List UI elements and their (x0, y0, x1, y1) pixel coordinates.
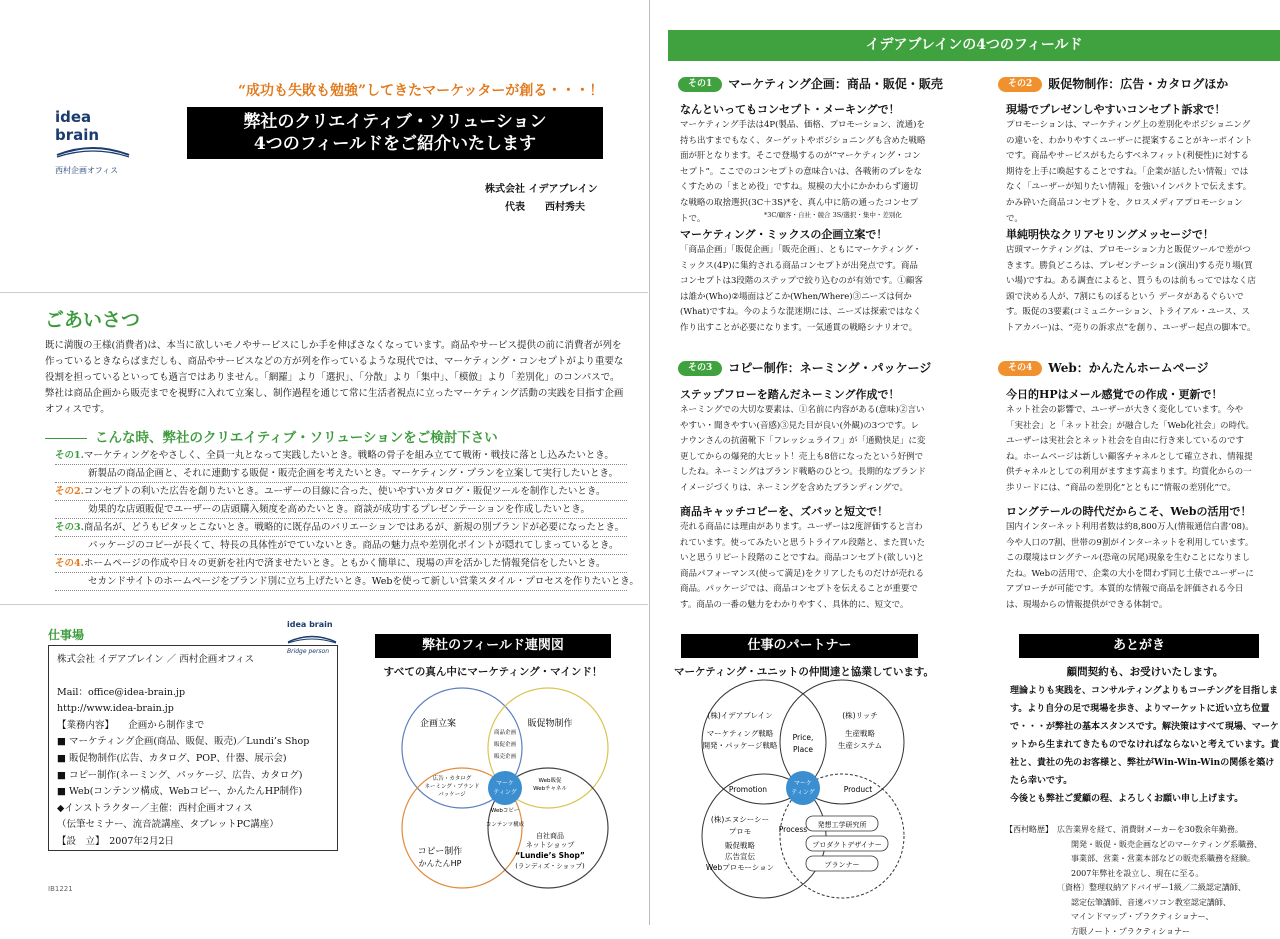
label-price: Price, (793, 733, 814, 742)
partner-ncc-role3: Webプロモーション (706, 863, 774, 872)
label-web-promo: Web販促 (539, 776, 562, 784)
partner-rich: (株)リッチ (842, 710, 878, 720)
representative: 代表 西村秀夫 (485, 199, 598, 217)
profile-line: 開発・販促・販売企画などのマーケティング系職務、 (1005, 838, 1280, 853)
field2-title: 販促物制作：広告・カタログほか (1048, 77, 1228, 91)
logo-text: idea brain (55, 108, 135, 144)
partner-subtitle: マーケティング・ユニットの仲間達と協業しています。 (674, 664, 926, 679)
case-row: 新製品の商品企画と、それに連動する販促・販売企画を考えたいとき。マーケティング・プランを立案して実行したいとき。 (55, 465, 627, 483)
center-label-1: マーケ (794, 780, 812, 787)
afterword-lead: 顧問契約も、お受けいたします。 (1010, 663, 1280, 682)
divider (0, 604, 648, 605)
case-number: その3. (55, 522, 84, 533)
partner-ncc-sub: プロモ (729, 827, 752, 836)
field3-badge: その3 (678, 361, 722, 376)
label-content: コンテンツ構成 (486, 820, 525, 828)
profile-line: 2007年弊社を設立し、現在に至る。 (1005, 867, 1280, 882)
right-page (652, 0, 1280, 925)
small-logo-bridge-icon (287, 634, 337, 644)
profile-line: マインドマップ・プラクティショナー、 (1005, 910, 1280, 925)
office-info-line (57, 669, 329, 685)
cases-list (55, 447, 627, 591)
partner-title: 仕事のパートナー (681, 634, 918, 658)
field1-note: *3C/顧客・自社・競合 3S/選択・集中・差別化 (764, 210, 902, 219)
document-code: IB1221 (48, 885, 73, 893)
field1-sub1: なんといってもコンセプト・メーキングで！ (680, 101, 900, 117)
afterword-text: 理論よりも実践を、コンサルティングよりもコーチングを目指します。より自分の足で現場を歩き、よりマーケットに近い立ち位置で・・・が弊社の基本スタンスです。解決策はすべて現場、マーケットから生まれてきたものでなければならないと考えています。貴社と、貴社の先のお客様と、弊社がWin-Win-Winの関係を築けたら幸いです。 (1010, 682, 1280, 790)
case-number: その2. (55, 486, 84, 497)
main-title-line1: 弊社のクリエイティブ・ソリューション (187, 111, 603, 133)
case-row: セカンドサイトのホームページをブランド別に立ち上げたいとき。Webを使って新しい営業スタイル・プロセスを作りたいとき。 (55, 573, 627, 591)
field1-title: マーケティング企画：商品・販促・販売 (728, 77, 943, 91)
field3-text1: ネーミングでの大切な要素は、①名前に内容がある(意味)②言いやすい・聞きやすい(音感)③見た目が良い(外観)の3つです。レナウンさんの抗菌靴下「フレッシュライフ」が「通勤快足」に変更してからの爆発的大ヒット！売上も8倍になったという好例でしたね。ネーミングはブランド戦略のひとつ。長期的なブランドイメージづくりは、ネーミングを含めたブランディングで。 (680, 403, 926, 497)
office-info-line: Mail：office@idea-brain.jp (57, 685, 329, 702)
field3-sub1: ステップフローを踏んだネーミング作成で！ (680, 386, 900, 402)
afterword-closing: 今後とも弊社ご愛顧の程、よろしくお願い申し上げます。 (1010, 790, 1280, 808)
field4-sub1: 今日的HPはメール感覚での作成・更新で！ (1006, 386, 1222, 402)
partner-ideabrain-role1: マーケティング戦略 (707, 728, 774, 738)
cases-heading (45, 426, 498, 446)
case-row (55, 555, 627, 573)
label-lundies-shop: “Lundie’s Shop” (515, 851, 585, 860)
field4-text2: 国内インターネット利用者数は約8,800万人(情報通信白書‘08)。今や人口の7割、世帯の9割がインターネットを利用しています。この環境はロングテール(恐竜の尻尾)現象を生むことになりましたね。Webの活用で、企業の大小を問わず同じ土俵でユーザーにアプローチが可能です。本質的な情報で商品を評価される今日は、現場からの情報提供ができる体制で。 (1006, 520, 1258, 614)
company-name: 株式会社 イデアブレイン (485, 181, 598, 199)
label-naming-brand: ネーミング・ブランド (425, 782, 480, 790)
label-process: Process (779, 825, 808, 834)
field4-title: Web：かんたんホームページ (1048, 361, 1208, 375)
office-info-line: ■ コピー制作(ネーミング、パッケージ、広告、カタログ) (57, 768, 329, 785)
field4-heading (998, 359, 1209, 376)
field3-title: コピー制作：ネーミング・パッケージ (728, 361, 931, 375)
tagline: “成功も失敗も勉強”してきたマーケッターが創る・・・！ (238, 80, 603, 100)
partner-ideabrain-role2: 開発・パッケージ戦略 (703, 740, 778, 750)
afterword-body (1010, 663, 1280, 808)
label-sales-plan: 販売企画 (494, 752, 517, 760)
diagram-subtitle: すべての真ん中にマーケティング・マインド！ (375, 664, 611, 679)
profile-line: 広告業界を経て、消費財メーカーを30数余年勤務。 (1005, 823, 1280, 838)
field1-heading (678, 75, 943, 92)
case-row (55, 519, 627, 537)
cases-heading-text: こんな時、弊社のクリエイティブ・ソリューションをご検討下さい (95, 430, 498, 446)
field3-text2: 売れる商品には理由があります。ユーザーは2度評価すると言われています。使ってみたいと思うトライアル段階と、また買いたいと思うリピート段階のことですね。商品コンセプト(欲しい)と商品パフォーマンス(使って満足)をクリアしたものだけが売れる商品。パッケージでは、商品コンセプトを伝えることが重要です。商品の一番の魅力をわかりやすく、具体的に、短文で。 (680, 520, 926, 614)
logo-bridge-icon (55, 145, 131, 159)
field3-heading (678, 359, 931, 376)
field2-heading (998, 75, 1228, 92)
diagram-title: 弊社のフィールド連関図 (375, 634, 611, 658)
label-product: Product (844, 785, 873, 794)
left-page (0, 0, 648, 925)
case-row: 効果的な店頭販促でユーザーの店頭購入頻度を高めたいとき。商談が成功するプレゼンテーションを作成したいとき。 (55, 501, 627, 519)
main-title-line2: 4つのフィールドをご紹介いたします (187, 133, 603, 155)
field2-text2: 店頭マーケティングは、プロモーション力と販促ツールで差がつきます。勝負どころは、プレゼンテーション(演出)する売り場(買い場)ですね。ある調査によると、買うものは前もってではなく店頭で決める人が、7割にものぼるという データがあるぐらいです。販促の3要素(コミュニケーション、トライアル・ユース、ストアカバー)は、“売りの訴求点”を創り、ユーザー起点の脚本で。 (1006, 243, 1256, 337)
office-info-line: ■ マーケティング企画(商品、販促、販売)／Lundi’s Shop (57, 734, 329, 751)
label-easy-hp: かんたんHP (419, 859, 462, 868)
case-row (55, 447, 627, 465)
company-logo (55, 108, 135, 176)
label-promo-plan: 販促企画 (494, 740, 517, 748)
divider (0, 292, 648, 293)
partner-rich-role1: 生産戦略 (845, 728, 875, 738)
profile-line: 認定伝筆講師、音速パソコン教室認定講師、 (1005, 896, 1280, 911)
label-product-plan: 商品企画 (494, 728, 517, 736)
label-planning: 企画立案 (420, 717, 456, 729)
profile-line: 方眼ノート・プラクティショナー (1005, 925, 1280, 939)
field2-badge: その2 (998, 77, 1042, 92)
case-row: パッケージのコピーが長くて、特長の具体性がでていないとき。商品の魅力点や差別化ポイントが隠れてしまっているとき。 (55, 537, 627, 555)
field2-sub1: 現場でプレゼンしやすいコンセプト訴求で！ (1006, 101, 1226, 117)
case-text: コンセプトの利いた広告を創りたいとき。ユーザーの目線に合った、使いやすいカタログ・販促ツールを制作したいとき。 (84, 486, 606, 497)
case-row (55, 483, 627, 501)
partner-rich-role2: 生産システム (838, 740, 882, 750)
field2-sub2: 単純明快なクリアセリングメッセージで！ (1006, 226, 1214, 242)
field1-text1: マーケティング手法は4P(製品、価格、プロモーション、流通)を持ち出すまでもなく、ターゲットやポジショニングも含めた戦略面が肝となります。そこで登場するのが“マーケティング・コンセプト”。ここでのコンセプトの意味合いは、各戦術のブレをなくすための「まとめ役」ですね。規模の大小にかかわらず適切な戦略の取捨選択(3C＋3S)*を、真ん中に筋の通ったコンセプトで。 (680, 118, 926, 227)
label-place: Place (793, 745, 813, 754)
afterword-title: あとがき (1019, 634, 1259, 658)
greeting-heading: ごあいさつ (45, 305, 140, 332)
field-relation-diagram (390, 678, 620, 900)
office-info-box (48, 645, 338, 851)
office-info-line: ■ Web(コンテンツ構成、Webコピー、かんたんHP制作) (57, 784, 329, 801)
heading-rule (45, 438, 87, 439)
label-promotion: Promotion (729, 785, 767, 794)
center-label-2: ティング (493, 788, 516, 796)
center-marketing-circle (488, 771, 522, 805)
partner-ncc: (株)エヌシーシー (711, 814, 769, 824)
office-info-line: ◆インストラクター／主催：西村企画オフィス (57, 801, 329, 818)
partner-diagram (692, 676, 952, 908)
company-info (485, 181, 598, 217)
office-info-line: http://www.idea-brain.jp (57, 701, 329, 718)
main-title-box (187, 107, 603, 159)
center-label-1: マーケ (496, 780, 514, 787)
label-promotion: 販促物制作 (527, 717, 572, 729)
office-info-line: （伝筆セミナー、流音読講座、タブレットPC講座） (57, 817, 329, 834)
small-logo-subtext: Bridge person (287, 648, 337, 655)
label-net-shop: ネットショップ (526, 841, 575, 849)
center-label-2: ティング (791, 788, 814, 796)
partner-pill-1-label: 発想工学研究所 (818, 820, 867, 829)
office-info-line: 株式会社 イデアブレイン ／ 西村企画オフィス (57, 652, 329, 669)
label-ad-catalog: 広告・カタログ (433, 774, 472, 782)
profile-line: 〔資格〕整理収納アドバイザー1級／二級認定講師、 (1005, 881, 1280, 896)
field2-text1: プロモーションは、マーケティング上の差別化やポジショニングの違いを、わかりやすくユーザーに提案することがキーポイントです。商品やサービスがもたらすベネフィット(利便性)に対する期待を上手に喚起することですね。「企業が話したい情報」ではなく「ユーザーが知りたい情報」を強いインパクトで伝えます。かみ砕いた商品コンセプトを、クロスメディアプロモーションで。 (1006, 118, 1256, 227)
label-lundies-shop-kana: (ランディズ・ショップ) (515, 862, 584, 870)
field3-sub2: 商品キャッチコピーを、ズバッと短文で！ (680, 503, 888, 519)
office-info-line: 【業務内容】 企画から制作まで (57, 718, 329, 735)
field4-text1: ネット社会の影響で、ユーザーが大きく変化しています。今や「実社会」と「ネット社会」が融合した「Web化社会」の時代。ユーザーは実社会とネット社会を自由に行き来しているのですね。ホームページは新しい顧客チャネルとして確立され、情報提供チャネルとしての利用がますます高まります。均質化からの一歩リードには、“商品の差別化”とともに“情報の差別化”で。 (1006, 403, 1258, 497)
greeting-text: 既に満腹の王様(消費者)は、本当に欲しいモノやサービスにしか手を伸ばさなくなっています。商品やサービス提供の前に消費者が列を作っているときならばまだしも、商品やサービスなどの方が列を作っているような現代では、マーケティング・コンセプトがより重要な役割を担っているといっても過言ではありません。「網羅」より「選択」、「分散」より「集中」、「模倣」より「差別化」のコンパスで。弊社は商品企画から販売までを視野に入れて立案し、制作過程を通じて常に生活者視点に立ったマーケティング活動の実践を目指す企画オフィスです。 (45, 338, 625, 418)
office-info-line: 【設 立】 2007年2月2日 (57, 834, 329, 851)
profile-line: 事業部、営業・営業本部などの販売系職務を経験。 (1005, 852, 1280, 867)
profile (1005, 823, 1280, 939)
case-text: マーケティングをやさしく、全員一丸となって実践したいとき。戦略の骨子を組み立てて戦術・戦技に落とし込みたいとき。 (84, 450, 614, 461)
case-number: その1. (55, 450, 84, 461)
field4-sub2: ロングテールの時代だからこそ、Webの活用で！ (1006, 503, 1252, 519)
workplace-heading: 仕事場 (48, 626, 84, 643)
label-copy: コピー制作 (418, 845, 463, 857)
partner-ideabrain: (株)イデアブレイン (707, 710, 772, 720)
field1-badge: その1 (678, 77, 722, 92)
page-divider (649, 0, 650, 925)
partner-pill-2-label: プロダクトデザイナー (812, 840, 882, 849)
case-text: 商品名が、どうもピタッとこないとき。戦略的に既存品のバリエーションではあるが、新規の別ブランドが必要になったとき。 (84, 522, 624, 533)
partner-ncc-role1: 販促戦略 (725, 840, 755, 850)
logo-subtext: 西村企画オフィス (55, 165, 135, 176)
profile-label: 【西村略歴】 (1005, 823, 1053, 838)
case-text: ホームページの作成や日々の更新を社内で済ませたいとき。ともかく簡単に、現場の声を活かした情報発信をしたいとき。 (84, 558, 606, 569)
partner-ncc-role2: 広告宣伝 (725, 851, 755, 861)
label-package: パッケージ (438, 791, 466, 798)
center-marketing-circle (786, 771, 820, 805)
label-web-copy: Webコピー (491, 807, 519, 814)
small-logo-text: idea brain (287, 620, 337, 629)
label-own-product: 自社商品 (536, 831, 564, 840)
office-info-line: ■ 販促物制作(広告、カタログ、POP、什器、展示会) (57, 751, 329, 768)
label-web-channel: Webチャネル (533, 784, 567, 792)
field1-sub2: マーケティング・ミックスの企画立案で！ (680, 226, 887, 242)
field4-badge: その4 (998, 361, 1042, 376)
fields-banner: イデアブレインの4つのフィールド (668, 30, 1280, 61)
case-number: その4. (55, 558, 84, 569)
field1-text2: 「商品企画」「販促企画」「販売企画」、ともにマーケティング・ミックス(4P)に集約される商品コンセプトが出発点です。商品コンセプトは3段階のステップで絞り込むのが有効です。①顧客は誰か(Who)②場面はどこか(When/Where)③ニーズは何か(What)ですね。今のような混迷期には、ニーズは探索ではなく作り出すことが必要になります。一気通貫の戦略シナリオで。 (680, 243, 926, 337)
partner-pill-3-label: プランナー (825, 861, 860, 869)
